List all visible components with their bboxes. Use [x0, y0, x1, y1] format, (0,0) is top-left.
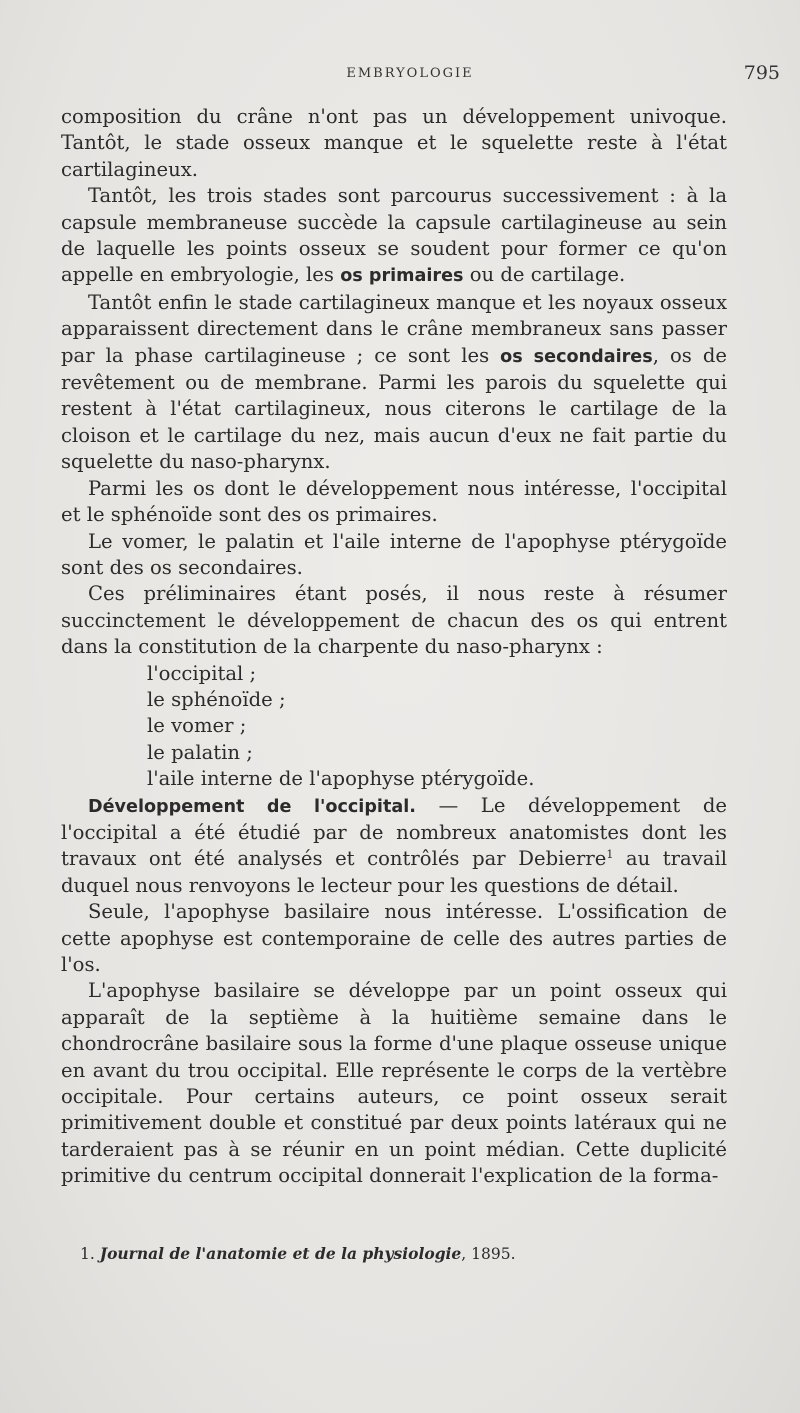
term-os-primaires: os primaires [340, 266, 464, 287]
body-text [61, 104, 727, 1190]
paragraph-2-text-b: ou de cartilage. [463, 263, 626, 287]
footnote [80, 1244, 730, 1264]
footnote-ref: 1 [606, 848, 614, 862]
list-item: l'occipital ; [147, 661, 257, 685]
footnote-number: 1. [80, 1245, 95, 1263]
bone-list [61, 661, 727, 793]
paragraph-5: Le vomer, le palatin et l'aile interne de l'apophyse ptérygoïde sont des os secondaires. [61, 529, 727, 579]
footnote-source: Journal de l'anatomie et de la physiologie [99, 1244, 462, 1263]
paragraph-7 [61, 793, 727, 900]
page-number: 795 [743, 62, 780, 84]
paragraph-6: Ces préliminaires étant posés, il nous reste à résumer succinctement le développement de chacun des os qui entrent dans la constitution de la charpente du naso-pharynx : [61, 582, 727, 659]
section-heading: Développement de l'occipital. [88, 796, 416, 817]
paragraph-1: composition du crâne n'ont pas un développement univoque. Tantôt, le stade osseux manque et le squelette reste à l'état cartilagineux. [61, 105, 727, 181]
running-title: EMBRYOLOGIE [346, 66, 474, 81]
list-item: le sphénoïde ; [147, 687, 286, 711]
running-head [60, 62, 780, 86]
paragraph-7-text-a: — Le développement de l'occipital a été étudié par de nombreux anatomistes dont les travaux ont été analysés et contrôlés par Debierre [61, 793, 728, 871]
paragraph-7-text-b: au travail duquel nous renvoyons le lecteur pour les questions de détail. [61, 847, 728, 897]
list-item: l'aile interne de l'apophyse ptérygoïde. [147, 767, 535, 791]
footnote-year: , 1895. [461, 1245, 516, 1263]
paragraph-3-text-b: , os de revêtement ou de membrane. Parmi les parois du squelette qui restent à l'état cartilagineux, nous citerons le cartilage de la cloison et le cartilage du nez, mais aucun d'eux ne fait partie du squelette du naso-pharynx. [61, 343, 727, 474]
paragraph-8: Seule, l'apophyse basilaire nous intéresse. L'ossification de cette apophyse est contemporaine de celle des autres parties de l'os. [61, 900, 727, 976]
list-item: le vomer ; [147, 714, 247, 738]
paragraph-2 [61, 183, 727, 290]
paragraph-4: Parmi les os dont le développement nous intéresse, l'occipital et le sphénoïde sont des os primaires. [61, 476, 727, 527]
paragraph-9: L'apophyse basilaire se développe par un point osseux qui apparaît de la septième à la huitième semaine dans le chondrocrâne basilaire sous la forme d'une plaque osseuse unique en avant du trou occipital. Elle représente le corps de la vertèbre occipitale. Pour certains auteurs, ce point osseux serait primitivement double et constitué par deux points latéraux qui ne tarderaient pas à se réunir en un point médian. Cette duplicité primitive du centrum occipital donnerait l'explication de la forma- [61, 979, 727, 1188]
term-os-secondaires: os secondaires [500, 346, 653, 367]
paragraph-3-text-a: Tantôt enfin le stade cartilagineux manque et les noyaux osseux apparaissent directement dans le crâne membraneux sans passer par la phase cartilagineuse ; ce sont les [61, 290, 727, 367]
list-item: le palatin ; [147, 740, 253, 764]
paragraph-2-text-a: Tantôt, les trois stades sont parcourus successivement : à la capsule membraneuse succède la capsule cartilagineuse au sein de laquelle les points osseux se soudent pour former ce qu'on appelle en embryologie, les [61, 184, 727, 287]
paragraph-3 [61, 290, 727, 476]
